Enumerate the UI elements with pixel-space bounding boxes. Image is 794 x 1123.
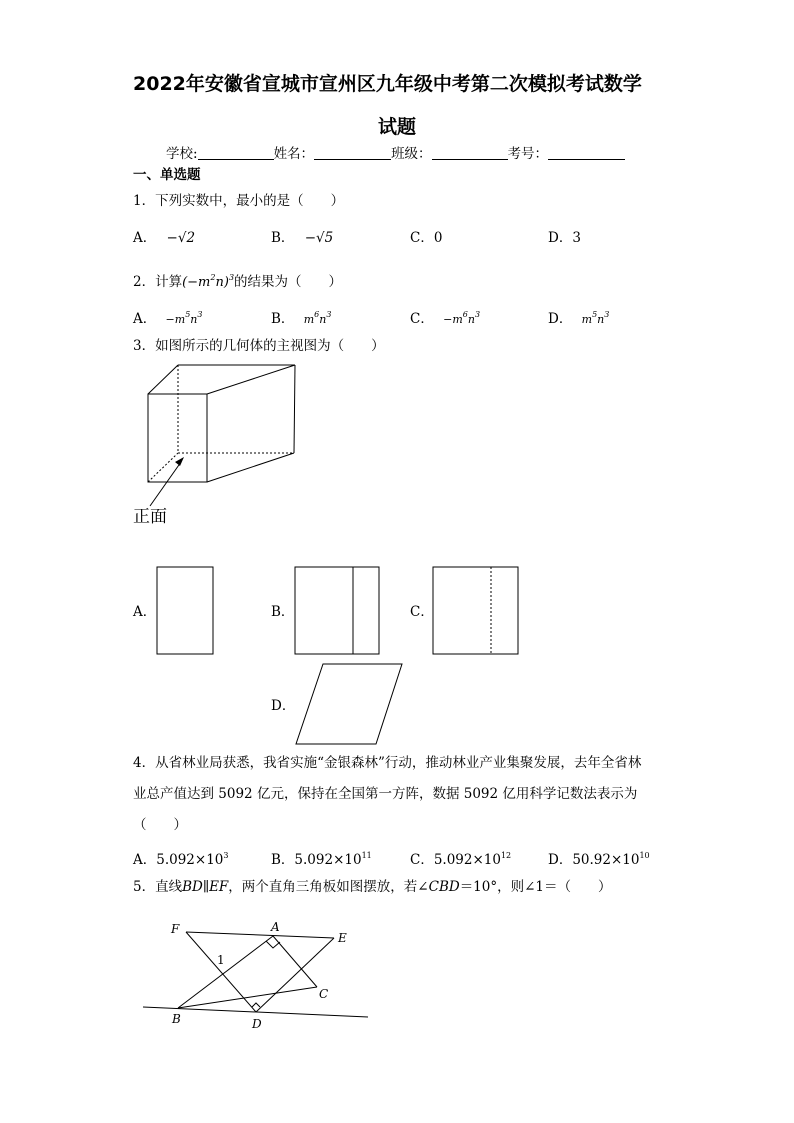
q3-option-c-label: C． xyxy=(410,604,434,620)
q2-option-b-math: $m^6n^3$ xyxy=(303,310,332,326)
q2-stem xyxy=(133,269,342,292)
front-label-svg: 正面 xyxy=(133,507,167,527)
school-label: 学校: xyxy=(166,146,198,162)
q2-option-d-math: $m^5n^3$ xyxy=(581,310,610,326)
q4-option-b-text: B．5.092×10 xyxy=(271,852,362,868)
class-label: 班级： xyxy=(391,146,432,162)
q4-option-d xyxy=(548,847,650,869)
q2-option-c-label: C． xyxy=(410,311,434,327)
q3-option-a-label: A． xyxy=(133,604,157,620)
label-angle-1: 1 xyxy=(217,953,225,967)
label-D: D xyxy=(252,1017,262,1031)
q3-option-c-shape xyxy=(433,567,518,654)
q4-line2: 业总产值达到 5092 亿元，保持在全国第一方阵，数据 5092 亿用科学记数法表示为 xyxy=(133,786,638,802)
q1-option-c: C．0 xyxy=(410,230,443,246)
q3-option-b-label: B． xyxy=(271,604,295,620)
q1-option-b xyxy=(271,229,333,247)
q1-option-a-label: A． xyxy=(133,230,157,246)
q5-stem-pre: 5．直线 xyxy=(133,879,183,895)
q3-option-b-shape xyxy=(295,567,379,654)
q5-stem-mid: ，两个直角三角板如图摆放，若∠ xyxy=(228,879,429,895)
q2-option-d-label: D． xyxy=(548,311,573,327)
q4-option-b-exp: 11 xyxy=(361,851,372,860)
q2-option-a-label: A． xyxy=(133,311,157,327)
label-B: B xyxy=(172,1012,181,1026)
q1-option-b-label: B． xyxy=(271,230,295,246)
q5-stem-post: ＝10°，则∠1＝（ ） xyxy=(459,879,612,895)
q4-option-a-text: A．5.092×10 xyxy=(133,852,224,868)
q4-option-c-exp: 12 xyxy=(500,851,512,860)
q2-expression: $(-m^2n)^3$ xyxy=(182,273,235,290)
info-line xyxy=(166,145,625,163)
q3-stem: 3．如图所示的几何体的主视图为（ ） xyxy=(133,338,385,354)
q2-stem-post: 的结果为（ ） xyxy=(234,274,343,290)
q5-stem-lines: BD∥EF xyxy=(182,879,229,895)
q4-option-d-text: D．50.92×10 xyxy=(548,852,640,868)
number-blank[interactable] xyxy=(548,145,625,160)
q4-line1: 4．从省林业局获悉，我省实施“金银森林”行动，推动林业产业集聚发展，去年全省林 xyxy=(133,755,642,771)
q4-option-d-exp: 10 xyxy=(639,851,650,860)
q4-option-b xyxy=(271,847,372,869)
q1-option-a xyxy=(133,229,195,247)
name-label: 姓名： xyxy=(273,146,315,162)
q2-option-b-label: B． xyxy=(271,311,295,327)
label-A: A xyxy=(271,920,280,934)
q4-option-c xyxy=(410,847,511,869)
q4-option-c-text: C．5.092×10 xyxy=(410,852,501,868)
q1-option-b-math: −√5 xyxy=(304,230,334,246)
q5-stem xyxy=(133,878,612,896)
q2-option-a-math: $-m^5n^3$ xyxy=(165,310,203,326)
section-heading: 一、单选题 xyxy=(133,167,201,183)
school-blank[interactable] xyxy=(198,145,274,160)
name-blank[interactable] xyxy=(314,145,391,160)
q2-option-a xyxy=(133,306,202,329)
label-F: F xyxy=(171,922,180,936)
q4-line3: （ ） xyxy=(133,817,187,833)
number-label: 考号： xyxy=(507,146,549,162)
q2-option-c xyxy=(410,306,480,329)
q4-option-a xyxy=(133,847,228,869)
label-C: C xyxy=(319,987,329,1001)
q3-option-a-shape xyxy=(157,567,213,654)
q1-option-d: D．3 xyxy=(548,230,581,246)
q1-stem: 1．下列实数中，最小的是（ ） xyxy=(133,193,345,209)
q3-option-d-label: D． xyxy=(271,698,296,714)
q2-option-c-math: $-m^6n^3$ xyxy=(443,310,481,326)
page-title: 2022年安徽省宣城市宣州区九年级中考第二次模拟考试数学 xyxy=(133,73,642,95)
q2-stem-pre: 2．计算 xyxy=(133,274,183,290)
q2-option-d xyxy=(548,306,609,329)
q2-option-b xyxy=(271,306,331,329)
q1-option-a-math: −√2 xyxy=(166,230,196,246)
q5-stem-angle: CBD xyxy=(428,879,460,895)
class-blank[interactable] xyxy=(432,145,508,160)
page-title-line2: 试题 xyxy=(378,116,417,138)
q4-option-a-exp: 3 xyxy=(223,851,229,860)
q3-option-d-shape xyxy=(296,664,402,744)
label-E: E xyxy=(338,931,347,945)
